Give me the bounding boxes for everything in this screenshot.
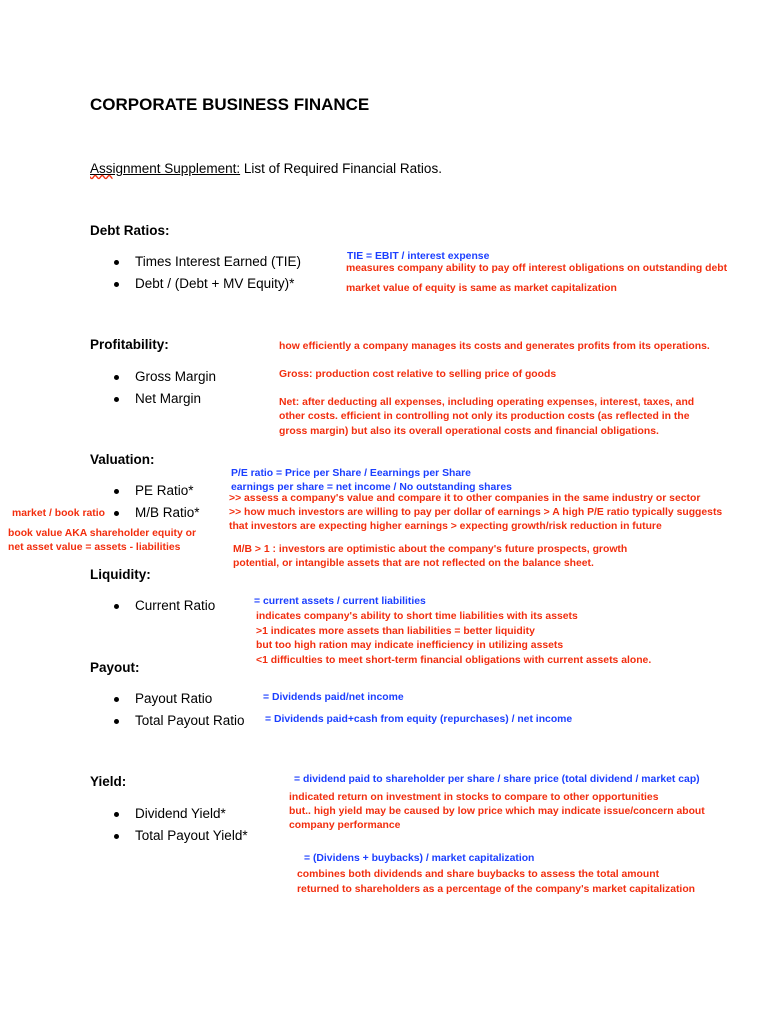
list-item-label: Net Margin: [135, 391, 202, 406]
annotation-current-4: <1 difficulties to meet short-term financial obligations with current assets alone.: [256, 655, 652, 666]
annotation-pe-2: >> how much investors are willing to pay per dollar of earnings > A high P/E ratio typically suggests: [229, 507, 723, 518]
section-heading-payout: Payout:: [90, 660, 140, 675]
bullet-icon: [114, 604, 119, 609]
assignment-subtitle-text: List of Required Financial Ratios.: [240, 161, 442, 176]
annotation-div-yield-formula: = dividend paid to shareholder per share / share price (total dividend / market cap): [294, 774, 700, 785]
annotation-pe-3: that investors are expecting higher earnings > expecting growth/risk reduction in future: [229, 521, 662, 532]
annotation-div-yield-2: but.. high yield may be caused by low price which may indicate issue/concern about: [289, 806, 705, 817]
annotation-current-1: indicates company's ability to short time liabilities with its assets: [256, 611, 578, 622]
list-item-label: M/B Ratio*: [135, 505, 200, 520]
assignment-subtitle: [90, 161, 442, 176]
annotation-side-book-1: book value AKA shareholder equity or: [8, 528, 197, 539]
annotation-eps-formula: earnings per share = net income / No outstanding shares: [231, 482, 512, 493]
bullet-icon: [114, 834, 119, 839]
bullet-icon: [114, 397, 119, 402]
section-heading-profitability: Profitability:: [90, 337, 169, 352]
list-item-label: Dividend Yield*: [135, 806, 226, 821]
bullet-icon: [114, 511, 119, 516]
annotation-current-3: but too high ration may indicate inefficiency in utilizing assets: [256, 640, 564, 651]
annotation-pe-formula: P/E ratio = Price per Share / Eearnings per Share: [231, 468, 471, 479]
assignment-label: [90, 161, 240, 176]
annotation-net-1: Net: after deducting all expenses, including operating expenses, interest, taxes, and: [279, 397, 695, 408]
annotation-tie-desc: measures company ability to pay off interest obligations on outstanding debt: [346, 263, 728, 274]
annotation-payout-formula: = Dividends paid/net income: [263, 692, 404, 703]
annotation-net-2: other costs. efficient in controlling not only its production costs (as reflected in the: [279, 411, 690, 422]
annotation-pe-1: >> assess a company's value and compare it to other companies in the same industry or sector: [229, 493, 701, 504]
list-item-label: Gross Margin: [135, 369, 217, 384]
section-heading-valuation: Valuation:: [90, 452, 155, 467]
annotation-current-formula: = current assets / current liabilities: [254, 596, 426, 607]
annotation-mb-2: potential, or intangible assets that are not reflected on the balance sheet.: [233, 558, 594, 569]
list-item-label: Debt / (Debt + MV Equity)*: [135, 276, 295, 291]
section-heading-yield: Yield:: [90, 774, 127, 789]
annotation-total-payout-formula: = Dividends paid+cash from equity (repurchases) / net income: [265, 714, 573, 725]
annotation-mb-1: M/B > 1 : investors are optimistic about the company's future prospects, growth: [233, 544, 628, 555]
section-heading-debt: Debt Ratios:: [90, 223, 170, 238]
assignment-label-rest: ignment Supplement:: [112, 161, 241, 176]
bullet-icon: [114, 282, 119, 287]
bullet-icon: [114, 697, 119, 702]
annotation-side-mb: market / book ratio: [12, 508, 105, 519]
list-item-label: Total Payout Ratio: [135, 713, 245, 728]
assignment-label-prefix: Ass: [90, 161, 113, 176]
bullet-icon: [114, 812, 119, 817]
annotation-net-3: gross margin) but also its overall operational costs and financial obligations.: [279, 426, 659, 437]
list-item-label: Total Payout Yield*: [135, 828, 248, 843]
annotation-div-yield-3: company performance: [289, 820, 401, 831]
bullet-icon: [114, 489, 119, 494]
annotation-mv-desc: market value of equity is same as market capitalization: [346, 283, 617, 294]
annotation-profit-intro: how efficiently a company manages its costs and generates profits from its operations.: [279, 341, 710, 352]
list-item-label: Current Ratio: [135, 598, 216, 613]
annotation-total-yield-1: combines both dividends and share buybacks to assess the total amount: [297, 869, 660, 880]
annotation-total-yield-formula: = (Dividens + buybacks) / market capitalization: [304, 853, 535, 864]
list-item-label: Payout Ratio: [135, 691, 213, 706]
list-item-label: Times Interest Earned (TIE): [135, 254, 302, 269]
bullet-icon: [114, 719, 119, 724]
bullet-icon: [114, 375, 119, 380]
annotation-div-yield-1: indicated return on investment in stocks to compare to other opportunities: [289, 792, 659, 803]
annotation-current-2: >1 indicates more assets than liabilities = better liquidity: [256, 626, 535, 637]
list-item-label: PE Ratio*: [135, 483, 194, 498]
annotation-side-book-2: net asset value = assets - liabilities: [8, 542, 181, 553]
annotation-gross: Gross: production cost relative to selling price of goods: [279, 369, 557, 380]
page-title: CORPORATE BUSINESS FINANCE: [90, 95, 370, 114]
annotation-total-yield-2: returned to shareholders as a percentage of the company's market capitalization: [297, 884, 696, 895]
section-heading-liquidity: Liquidity:: [90, 567, 151, 582]
bullet-icon: [114, 260, 119, 265]
annotation-tie-formula: TIE = EBIT / interest expense: [347, 251, 490, 262]
